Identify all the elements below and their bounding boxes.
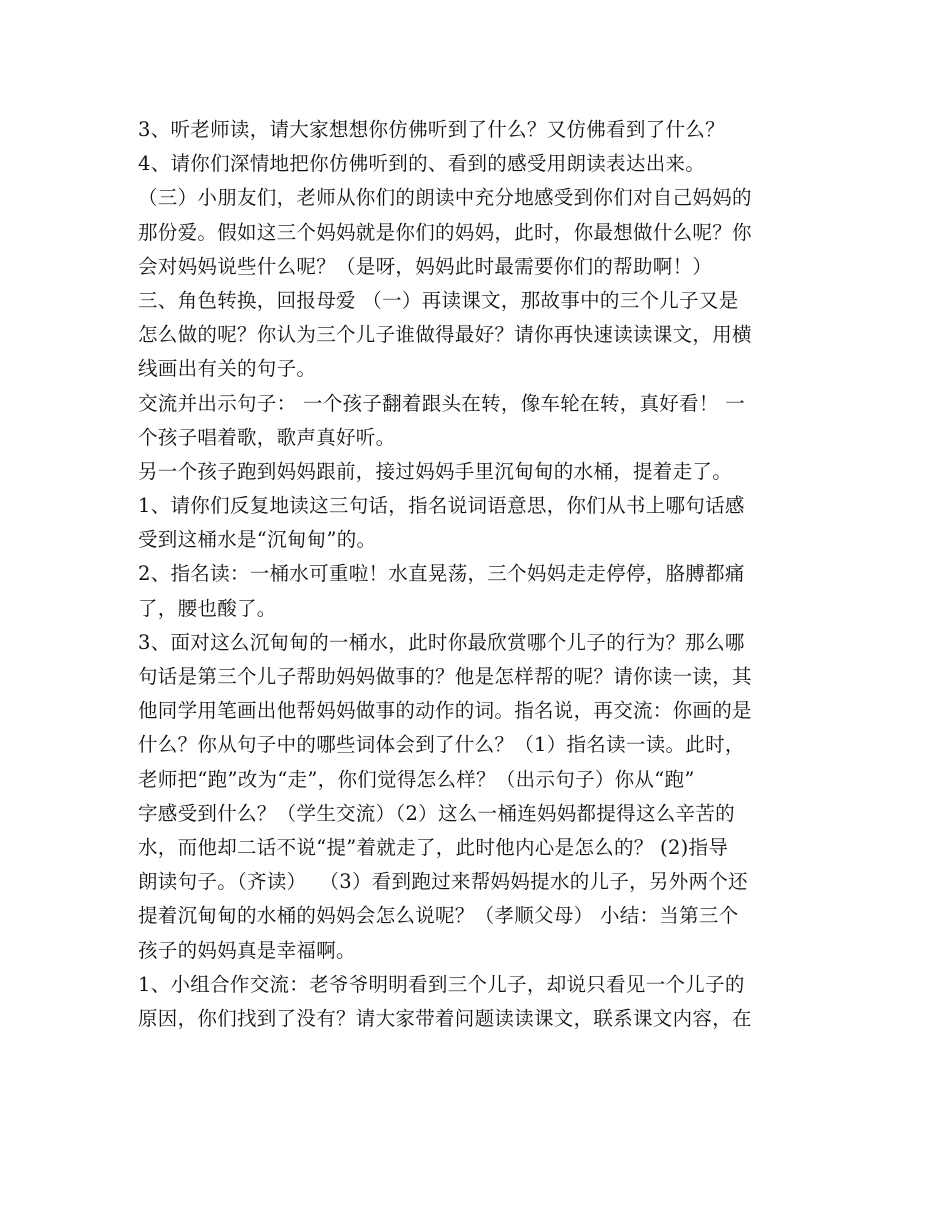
text-line: 个孩子唱着歌，歌声真好听。 — [138, 425, 396, 449]
text-line: （三）小朋友们，老师从你们的朗读中充分地感受到你们对自己妈妈的 — [138, 186, 752, 210]
text-line: 句话是第三个儿子帮助妈妈做事的？他是怎样帮的呢？请你读一读，其 — [138, 665, 752, 688]
text-line: 那份爱。假如这三个妈妈就是你们的妈妈，此时，你最想做什么呢？你 — [138, 220, 752, 244]
text-line: 3、面对这么沉甸甸的一桶水，此时你最欣赏哪个儿子的行为？那么哪 — [138, 630, 745, 654]
document-body — [138, 113, 828, 1036]
text-line: 另一个孩子跑到妈妈跟前，接过妈妈手里沉甸甸的水桶，提着走了。 — [138, 459, 733, 483]
text-line: 朗读句子。（齐读） （3）看到跑过来帮妈妈提水的儿子，另外两个还 — [138, 870, 748, 894]
text-line: 三、角色转换，回报母爱 （一）再读课文，那故事中的三个儿子又是 — [138, 288, 739, 312]
text-line: 提着沉甸甸的水桶的妈妈会怎么说呢？（孝顺父母） 小结：当第三个 — [138, 904, 739, 928]
text-line: 老师把“跑”改为“走”，你们觉得怎么样？（出示句子）你从“跑” — [138, 767, 695, 791]
text-line: 孩子的妈妈真是幸福啊。 — [138, 938, 356, 962]
text-line: 交流并出示句子： 一个孩子翻着跟头在转，像车轮在转，真好看！ 一 — [138, 391, 745, 415]
text-line: 了，腰也酸了。 — [138, 596, 277, 620]
text-line: 怎么做的呢？你认为三个儿子谁做得最好？请你再快速读读课文，用横 — [138, 323, 752, 347]
text-line: 3、听老师读，请大家想想你仿佛听到了什么？又仿佛看到了什么？ — [138, 118, 725, 141]
text-line: 字感受到什么？（学生交流）（2）这么一桶连妈妈都提得这么辛苦的 — [138, 801, 735, 825]
text-line: 线画出有关的句子。 — [138, 357, 317, 381]
text-line: 受到这桶水是“沉甸甸”的。 — [138, 528, 377, 552]
text-line: 2、指名读：一桶水可重啦！水直晃荡，三个妈妈走走停停，胳膊都痛 — [138, 562, 745, 586]
text-line: 水，而他却二话不说“提”着就走了，此时他内心是怎么的？ (2)指导 — [138, 835, 729, 859]
text-line: 1、小组合作交流：老爷爷明明看到三个儿子，却说只看见一个儿子的 — [138, 972, 745, 996]
text-line: 1、请你们反复地读这三句话，指名说词语意思，你们从书上哪句话感 — [138, 494, 745, 518]
text-line: 什么？你从句子中的哪些词体会到了什么？（1）指名读一读。此时， — [138, 733, 745, 757]
text-line: 原因，你们找到了没有？请大家带着问题读读课文，联系课文内容，在 — [138, 1006, 752, 1030]
text-line: 他同学用笔画出他帮妈妈做事的动作的词。指名说，再交流：你画的是 — [138, 699, 752, 723]
text-line: 4、请你们深情地把你仿佛听到的、看到的感受用朗读表达出来。 — [138, 152, 706, 176]
text-line: 会对妈妈说些什么呢？（是呀，妈妈此时最需要你们的帮助啊！） — [138, 254, 713, 278]
